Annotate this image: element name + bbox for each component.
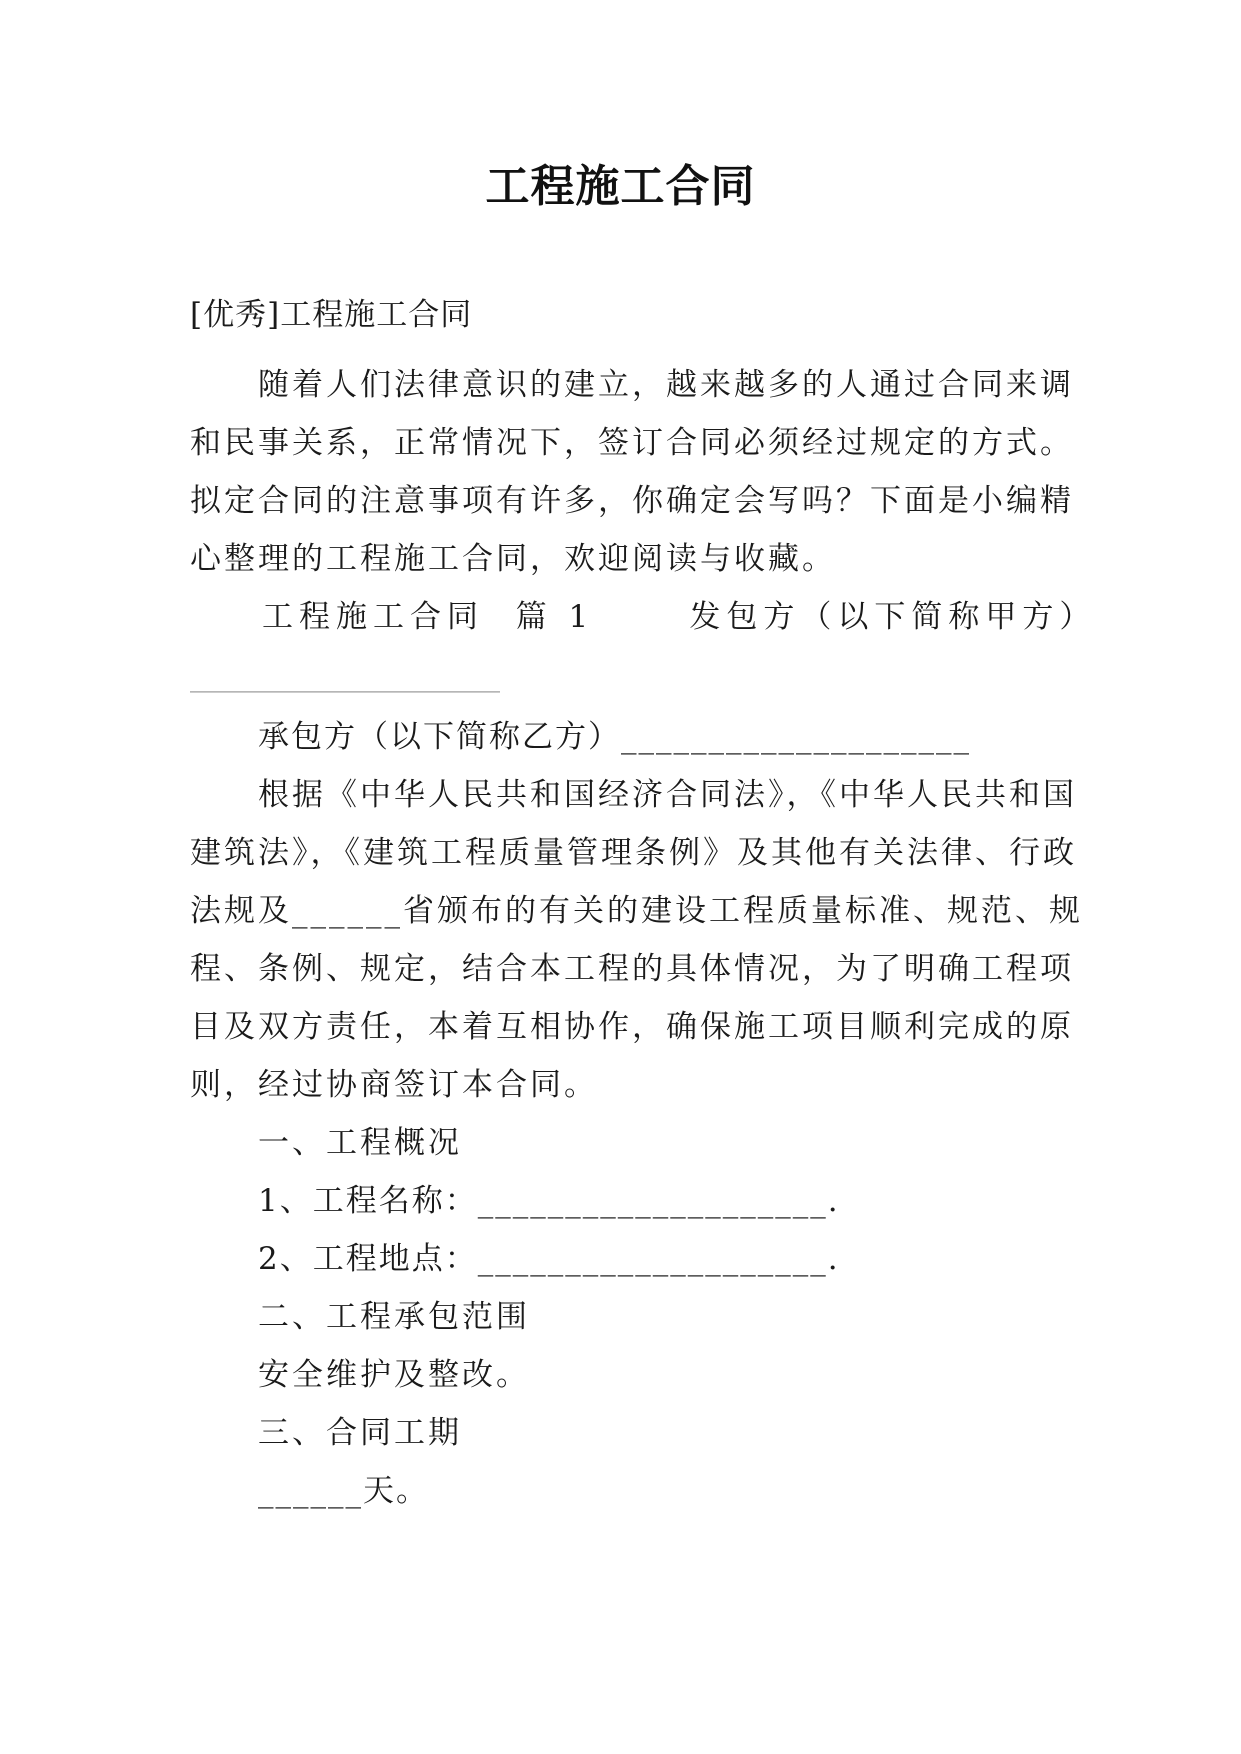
section-1-title: 一、工程概况	[258, 1125, 462, 1161]
intro-line-4: 心整理的工程施工合同，欢迎阅读与收藏。	[190, 541, 836, 577]
basis-line-1: 根据《中华人民共和国经济合同法》，《中华人民共和国	[258, 777, 1077, 813]
party-a-blank: ____________________	[190, 657, 500, 693]
item-project-location: 2、工程地点：____________________.	[258, 1241, 840, 1277]
basis-line-6: 则，经过协商签订本合同。	[190, 1067, 598, 1103]
basis-line-5: 目及双方责任，本着互相协作，确保施工项目顺利完成的原	[190, 1009, 1074, 1045]
intro-line-1: 随着人们法律意识的建立，越来越多的人通过合同来调	[258, 367, 1074, 403]
section-3-body: ______天。	[258, 1473, 429, 1509]
party-b-line: 承包方（以下简称乙方）____________________	[258, 719, 971, 755]
section-3-title: 三、合同工期	[258, 1415, 462, 1451]
intro-line-3: 拟定合同的注意事项有许多，你确定会写吗？下面是小编精	[190, 483, 1074, 519]
section-2-title: 二、工程承包范围	[258, 1299, 530, 1335]
intro-line-2: 和民事关系，正常情况下，签订合同必须经过规定的方式。	[190, 425, 1074, 461]
basis-line-2: 建筑法》，《建筑工程质量管理条例》及其他有关法律、行政	[190, 835, 1077, 871]
contract-heading-line: 工程施工合同 篇 1 发包方（以下简称甲方）	[262, 599, 1097, 635]
basis-line-3: 法规及______省颁布的有关的建设工程质量标准、规范、规	[190, 893, 1083, 929]
basis-line-4: 程、条例、规定，结合本工程的具体情况，为了明确工程项	[190, 951, 1074, 987]
item-project-name: 1、工程名称：____________________.	[258, 1183, 840, 1219]
document-subtitle: [优秀]工程施工合同	[190, 297, 473, 333]
section-2-body: 安全维护及整改。	[258, 1357, 530, 1393]
document-title: 工程施工合同	[485, 161, 756, 212]
